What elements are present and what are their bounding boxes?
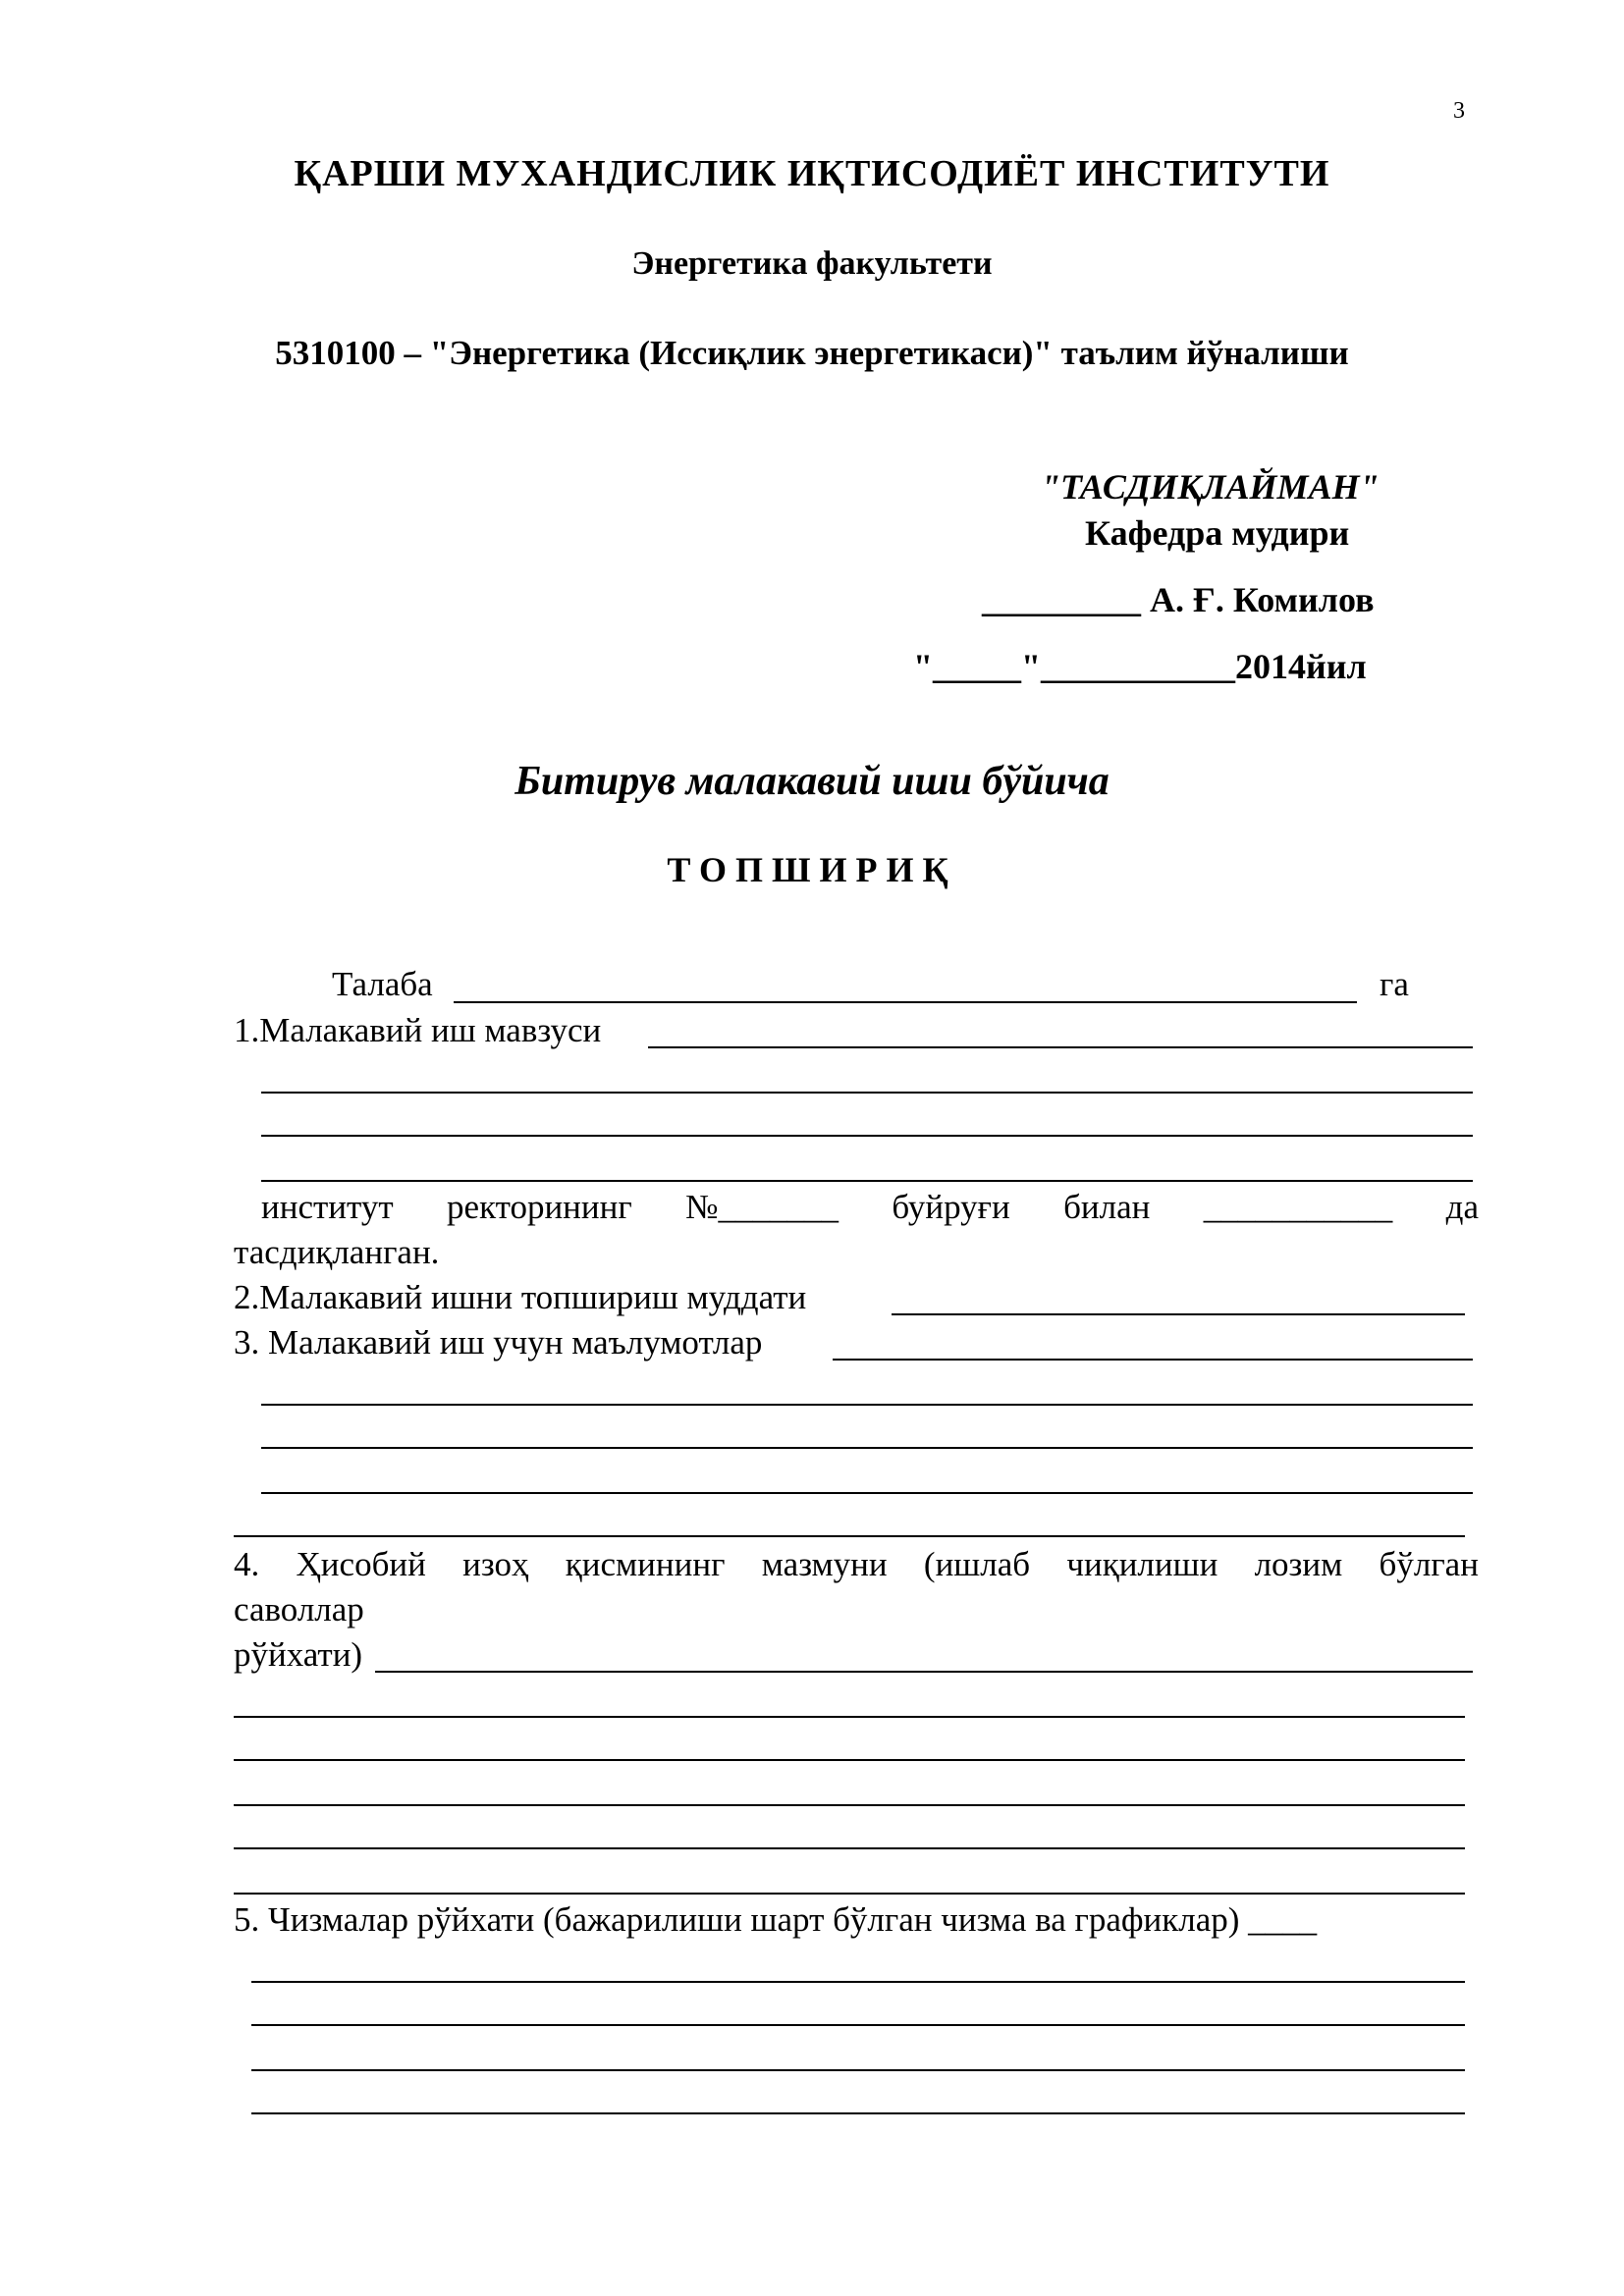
topic-line[interactable] <box>261 1092 1473 1094</box>
rector-order-line <box>261 1188 1479 1227</box>
item4-word: 4. <box>234 1545 260 1583</box>
source-data-line[interactable] <box>234 1535 1465 1537</box>
order-word: ректорининг <box>447 1188 632 1226</box>
calculation-contents-line[interactable] <box>234 1847 1465 1849</box>
item4-word: бўлган <box>1379 1545 1479 1583</box>
calculation-contents-line[interactable] <box>234 1893 1465 1895</box>
order-number-field[interactable]: №_______ <box>685 1188 839 1226</box>
student-label: Талаба <box>332 965 433 1003</box>
student-name-field[interactable] <box>454 1001 1357 1003</box>
item3-label: 3. Малакавий иш учун маълумотлар <box>234 1323 763 1362</box>
document-heading: ТОПШИРИҚ <box>667 850 957 889</box>
document-subtitle: Битирув малакавий иши бўйича <box>514 759 1110 804</box>
source-data-line[interactable] <box>261 1492 1473 1494</box>
study-direction: 5310100 – "Энергетика (Иссиқлик энергетикаси)" таълим йўналиши <box>275 334 1349 372</box>
item4-word: Ҳисобий <box>296 1545 426 1583</box>
order-word: да <box>1445 1188 1479 1226</box>
topic-line[interactable] <box>261 1180 1473 1182</box>
calculation-contents-line[interactable] <box>234 1716 1465 1718</box>
source-data-line[interactable] <box>261 1404 1473 1406</box>
drawings-line[interactable] <box>251 1981 1465 1983</box>
drawings-line[interactable] <box>251 2112 1465 2114</box>
item1-label: 1.Малакавий иш мавзуси <box>234 1011 602 1049</box>
drawings-line[interactable] <box>251 2024 1465 2026</box>
student-suffix: га <box>1380 965 1409 1003</box>
approved-text: тасдиқланган. <box>234 1233 440 1271</box>
item5-label: 5. Чизмалар рўйхати (бажарилиши шарт бўлган чизма ва графиклар) ____ <box>234 1900 1318 1939</box>
page-number: 3 <box>1453 98 1465 124</box>
calculation-contents-line[interactable] <box>234 1759 1465 1761</box>
item4-word: мазмуни <box>761 1545 888 1583</box>
calculation-contents-field[interactable] <box>375 1671 1473 1673</box>
faculty-name: Энергетика факультети <box>631 245 993 282</box>
item4-line1 <box>234 1545 1479 1584</box>
item2-label: 2.Малакавий ишни топшириш муддати <box>234 1278 807 1316</box>
approval-stamp-text: "ТАСДИҚЛАЙМАН" <box>1041 467 1380 507</box>
item4-word: лозим <box>1254 1545 1343 1583</box>
department-head-label: Кафедра мудири <box>1085 513 1350 553</box>
item4-word: (ишлаб <box>923 1545 1031 1583</box>
item4-line2: саволлар <box>234 1590 364 1629</box>
item4-word: қисмининг <box>565 1545 726 1583</box>
item4-word: чиқилиши <box>1066 1545 1218 1583</box>
deadline-field[interactable] <box>892 1313 1465 1315</box>
calculation-contents-line[interactable] <box>234 1804 1465 1806</box>
item4-word: изоҳ <box>462 1545 529 1583</box>
topic-line[interactable] <box>261 1135 1473 1137</box>
date-line: "_____"___________2014йил <box>913 647 1367 686</box>
source-data-line[interactable] <box>261 1447 1473 1449</box>
order-date-field[interactable]: ___________ <box>1203 1188 1393 1226</box>
topic-field[interactable] <box>648 1046 1473 1048</box>
order-word: институт <box>261 1188 394 1226</box>
drawings-line[interactable] <box>251 2069 1465 2071</box>
institute-name: ҚАРШИ МУХАНДИСЛИК ИҚТИСОДИЁТ ИНСТИТУТИ <box>294 153 1330 194</box>
signature-line: _________ А. Ғ. Комилов <box>982 580 1375 619</box>
item4-line3: рўйхати) <box>234 1635 363 1674</box>
order-word: билан <box>1063 1188 1151 1226</box>
source-data-field[interactable] <box>833 1359 1473 1361</box>
order-word: буйруғи <box>892 1188 1010 1226</box>
